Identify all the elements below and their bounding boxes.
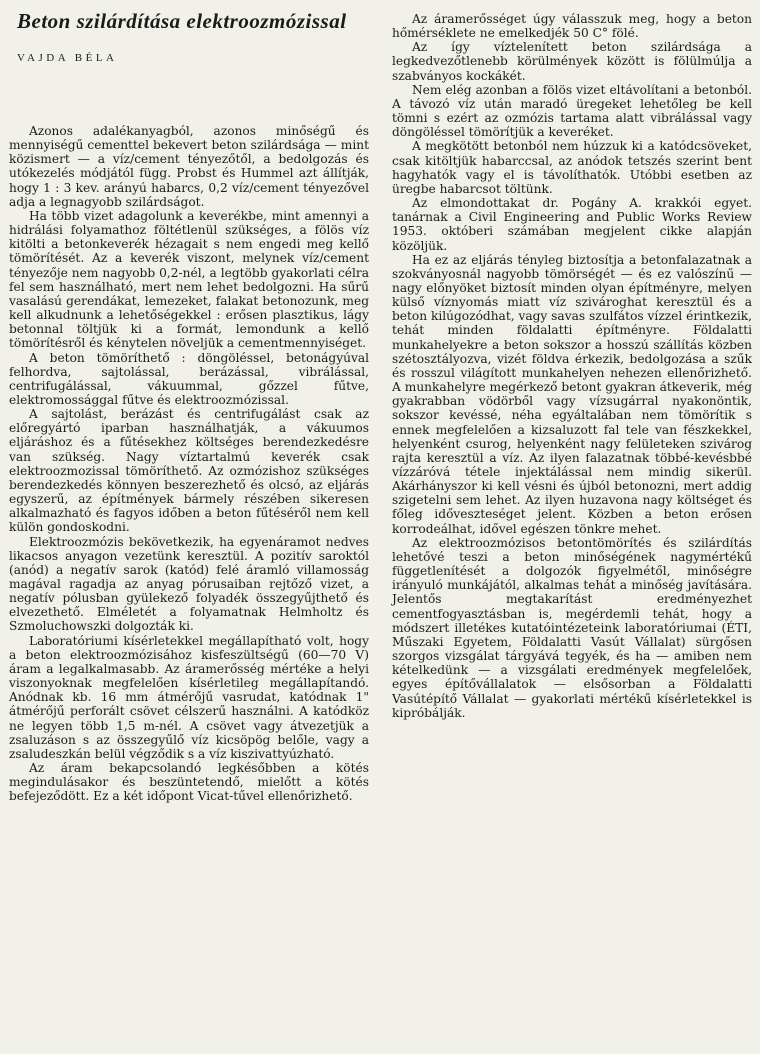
paragraph: Az áram bekapcsolandó legkésőbben a kötés megindulásakor és beszüntetendő, mielőtt a kötés befejeződött. Ez a két időpont Vicat-tűvel ellenőrizhető. [9,761,369,804]
paragraph: Elektroozmózis bekövetkezik, ha egyenáramot nedves likacsos anyagon vezetünk keresztül. A pozitív saroktól (anód) a negatív sarok (katód) felé áramló villamosság magával ragadja az anyag pórusaiban rejtőző vizet, a negatív pólusban gyülekező folyadék összegyűjthető és elvezethető. Elméletét a folyamatnak Helmholtz és Szmoluchowszki dolgozták ki. [9,534,369,634]
paragraph: Az elmondottakat dr. Pogány A. krakkói egyet. tanárnak a Civil Engineering and Public Works Review 1953. októberi számában megjelent cikke alapján közöljük. [392,196,752,253]
paragraph: Ha több vizet adagolunk a keverékbe, mint amennyi a hidrálási folyamathoz föltétlenül szükséges, a fölös víz kitölti a betonkeverék hézagait s nem engedi meg kellő tömörítését. Az a keverék viszont, melynek víz/cement tényezője nem nagyobb 0,2-nél, a legtöbb gyakorlati célra fel sem használható, mert nem lehet bedolgozni. Ha sűrű vasalású gerendákat, lemezeket, falakat betonozunk, meg kell alkudnunk a lehetőségekkel : erősen plasztikus, lágy betonnal töltjük ki a formát, lemondunk a kellő tömörítésről és kénytelen növeljük a cementmennyiséget. [9,208,369,351]
paragraph: A beton tömöríthető : döngöléssel, betonágyúval felhordva, sajtolással, berázással, vibrálással, centrifugálással, vákuummal, gőzzel fűtve, elektromossággal fűtve és elektroozmózissal. [9,350,369,407]
right-text-column [392,12,752,720]
paragraph: Az áramerősséget úgy válasszuk meg, hogy a beton hőmérséklete ne emelkedjék 50 C° fölé. [392,12,752,41]
paragraph: Az így víztelenített beton szilárdsága a legkedvezőtlenebb körülmények között is fölülmúlja a szabványos kockákét. [392,40,752,83]
paragraph: Azonos adalékanyagból, azonos minőségű és mennyiségű cementtel bekevert beton szilárdsága — mint közismert — a víz/cement tényezőtől, a bedolgozás és utókezelés módjától függ. Probst és Hummel azt állítják, hogy 1 : 3 kev. arányú habarcs, 0,2 víz/cement tényezővel adja a legnagyobb szilárdságot. [9,124,369,209]
paragraph: Laboratóriumi kísérletekkel megállapítható volt, hogy a beton elektroozmózisához kisfeszültségű (60—70 V) áram a legalkalmasabb. Az áramerősség mértéke a helyi viszonyoknak megfelelően kísérletileg megállapítandó. Anódnak kb. 16 mm átmérőjű vasrudat, katódnak 1" átmérőjű perforált csövet célszerű használni. A katódköz ne legyen több 1,5 m-nél. A csövet vagy átvezetjük a zsaluzáson s az összegyűlő víz kicsöpög belőle, vagy a zsaludeszkán belül végződik s a víz kiszivattyúzható. [9,633,369,761]
paragraph: Nem elég azonban a fölös vizet eltávolítani a betonból. A távozó víz után maradó üregeket lehetőleg be kell tömni s ezért az ozmózis tartama alatt vibrálással vagy döngöléssel tömörítjük a keveréket. [392,82,752,140]
left-text-column [9,124,369,804]
article-author: VAJDA BÉLA [17,52,118,64]
paragraph: A megkötött betonból nem húzzuk ki a katódcsöveket, csak kitöltjük habarccsal, az anódok tetszés szerint bent hagyhatók vagy el is távolíthatók. Utóbbi esetben az üregbe habarcsot töltünk. [392,139,752,196]
paragraph: Az elektroozmózisos betontömörítés és szilárdítás lehetővé teszi a beton minőségének nagymértékű függetlenítését a dolgozók figyelmétől, minőségre irányuló munkájától, alkalmas tehát a minőség javítására. Jelentős megtakarítást eredményezhet cementfogyasztásban is, megérdemli tehát, hogy a módszert illetékes kutatóintézeteink laboratóriumai (ÉTI, Műszaki Egyetem, Földalatti Vasút Vállalat) sürgősen szorgos vizsgálat tárgyává tegyék, és ha — amiben nem kételkedünk — a vizsgálati eredmények megfelelőek, egyes építővállalatok — elsősorban a Földalatti Vasútépítő Vállalat — gyakorlati mértékű kísérletekkel is kipróbálják. [392,535,752,720]
paragraph: Ha ez az eljárás tényleg biztosítja a betonfalazatnak a szokványosnál nagyobb tömörségét — és ez valószínű — nagy előnyöket biztosít minden olyan építményre, melyen külső víznyomás miatt víz szivároghat keresztül és a beton kilúgozódhat, vagy savas szulfátos vízzel érintkezik, tehát minden földalatti építményre. Földalatti munkahelyekre a beton sokszor a hosszú szállítás közben szétosztályozva, vizét földva érkezik, bedolgozása a szűk és rosszul világított munkahelyen nehezen ellenőrizhető. A munkahelyre megérkező betont gyakran átkeverik, még gyakrabban vödörből vagy vízsugárral nyakonöntik, sokszor kevéssé, néha egyáltalában nem tömörítik s ennek megfelelően a kizsaluzott fal tele van fészkekkel, helyenként csurog, helyenként nagy felületeken szivárog rajta keresztül a víz. Az ilyen falazatnak többé-kevésbbé vízzáróvá tétele injektálással nem mindig sikerül. Akárhányszor ki kell vésni és újból betonozni, mert addig szigetelni sem lehet. Az ilyen huzavona nagy költséget és főleg időveszteséget jelent. Közben a beton erősen korrodeálhat, idővel egészen tönkre mehet. [392,252,753,536]
paragraph: A sajtolást, berázást és centrifugálást csak az előregyártó iparban használhatják, a vákuumos eljáráshoz és a fűtésekhez költséges berendezkedésre van szükség. Nagy víztartalmú keverék csak elektroozmozissal tömöríthető. Az ozmózishoz szükséges berendezkedés könnyen beszerezhető és olcsó, az eljárás egyszerű, az építmények bármely részében sikeresen alkalmazható és fagyos időben a beton fűtéséről nem kell külön gondoskodni. [9,407,369,535]
article-title: Beton szilárdítása elektroozmózissal [17,9,347,33]
